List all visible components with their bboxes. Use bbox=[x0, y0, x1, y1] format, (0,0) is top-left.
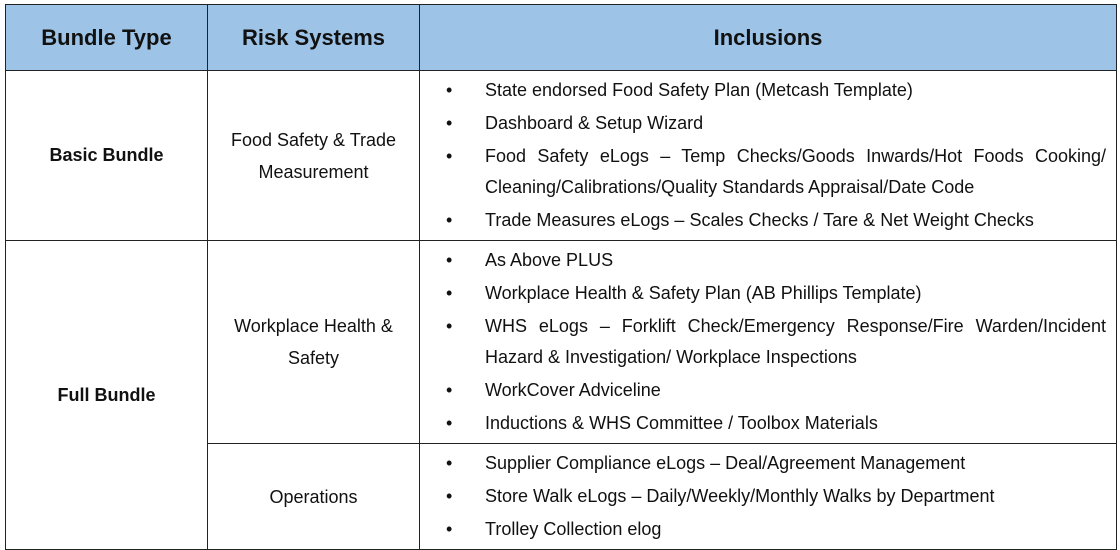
risk-system-name: Operations bbox=[269, 486, 358, 507]
inclusions-list bbox=[446, 75, 1106, 236]
risk-system-name: Workplace Health & Safety bbox=[234, 316, 393, 368]
list-item: • WorkCover Adviceline bbox=[446, 375, 1106, 406]
list-item: • Dashboard & Setup Wizard bbox=[446, 108, 1106, 139]
list-item: • WHS eLogs – Forklift Check/Emergency Response/Fire Warden/Incident Hazard & Investigation/ Workplace Inspections bbox=[446, 311, 1106, 373]
inclusions-cell bbox=[420, 71, 1117, 241]
list-item: • Food Safety eLogs – Temp Checks/Goods Inwards/Hot Foods Cooking/ Cleaning/Calibrations/Quality Standards Appraisal/Date Code bbox=[446, 141, 1106, 203]
risk-system-cell bbox=[208, 241, 420, 444]
bundle-cell-basic: Basic Bundle bbox=[6, 71, 208, 241]
table-row bbox=[6, 241, 1117, 444]
inclusions-list bbox=[446, 448, 1106, 545]
inclusions-cell bbox=[420, 241, 1117, 444]
table-body bbox=[6, 71, 1117, 550]
inclusions-cell bbox=[420, 444, 1117, 550]
header-bundle-type: Bundle Type bbox=[6, 5, 208, 71]
header-risk-systems: Risk Systems bbox=[208, 5, 420, 71]
table-row bbox=[6, 71, 1117, 241]
list-item: • Supplier Compliance eLogs – Deal/Agreement Management bbox=[446, 448, 1106, 479]
list-item: • Trolley Collection elog bbox=[446, 514, 1106, 545]
bundle-cell-full: Full Bundle bbox=[6, 241, 208, 550]
header-inclusions: Inclusions bbox=[420, 5, 1117, 71]
header-row bbox=[6, 5, 1117, 71]
list-item: • Store Walk eLogs – Daily/Weekly/Monthly Walks by Department bbox=[446, 481, 1106, 512]
list-item: • State endorsed Food Safety Plan (Metcash Template) bbox=[446, 75, 1106, 106]
table-header bbox=[6, 5, 1117, 71]
risk-system-name: Food Safety & Trade Measurement bbox=[230, 129, 397, 182]
list-item: • Workplace Health & Safety Plan (AB Phillips Template) bbox=[446, 278, 1106, 309]
inclusions-list bbox=[446, 245, 1106, 439]
risk-system-cell bbox=[208, 444, 420, 550]
risk-system-cell bbox=[208, 71, 420, 241]
list-item: • Trade Measures eLogs – Scales Checks / Tare & Net Weight Checks bbox=[446, 205, 1106, 236]
bundle-comparison-table bbox=[5, 4, 1117, 550]
list-item: • As Above PLUS bbox=[446, 245, 1106, 276]
list-item: • Inductions & WHS Committee / Toolbox Materials bbox=[446, 408, 1106, 439]
